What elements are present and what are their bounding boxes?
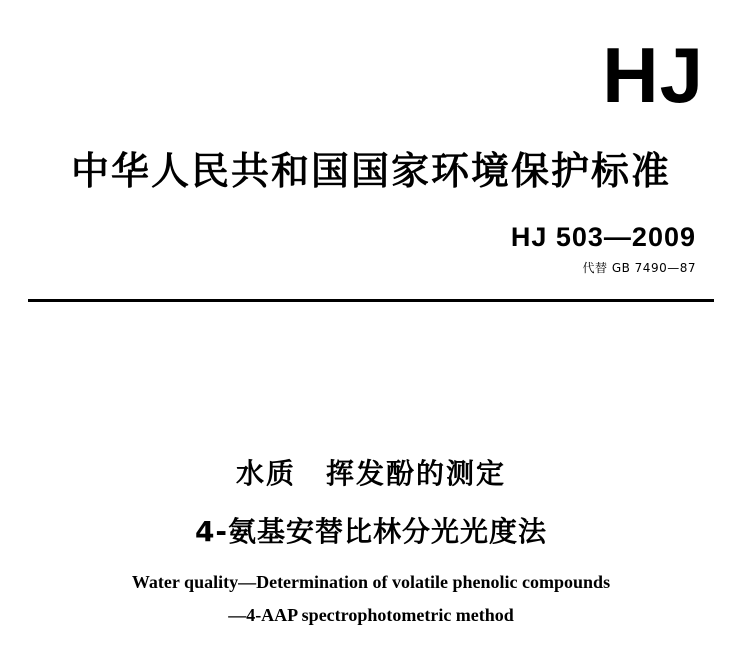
title-chinese-line-2: 4-氨基安替比林分光光度法 [194,515,548,548]
standard-number: HJ 503—2009 [510,222,696,252]
document-title-chinese [0,452,742,550]
standard-code-logo: HJ [602,31,704,119]
standard-number-block [511,222,696,276]
title-chinese-line-1: 水质 挥发酚的测定 [235,457,506,490]
title-english-line-1: Water quality—Determination of volatile phenolic compounds [131,572,611,592]
national-standard-title: 中华人民共和国国家环境保护标准 [70,149,671,193]
replaces-note: 代替 GB 7490—87 [582,261,696,275]
horizontal-divider [28,299,714,302]
document-title-english [0,572,742,626]
title-english-line-2: —4-AAP spectrophotometric method [228,605,514,625]
